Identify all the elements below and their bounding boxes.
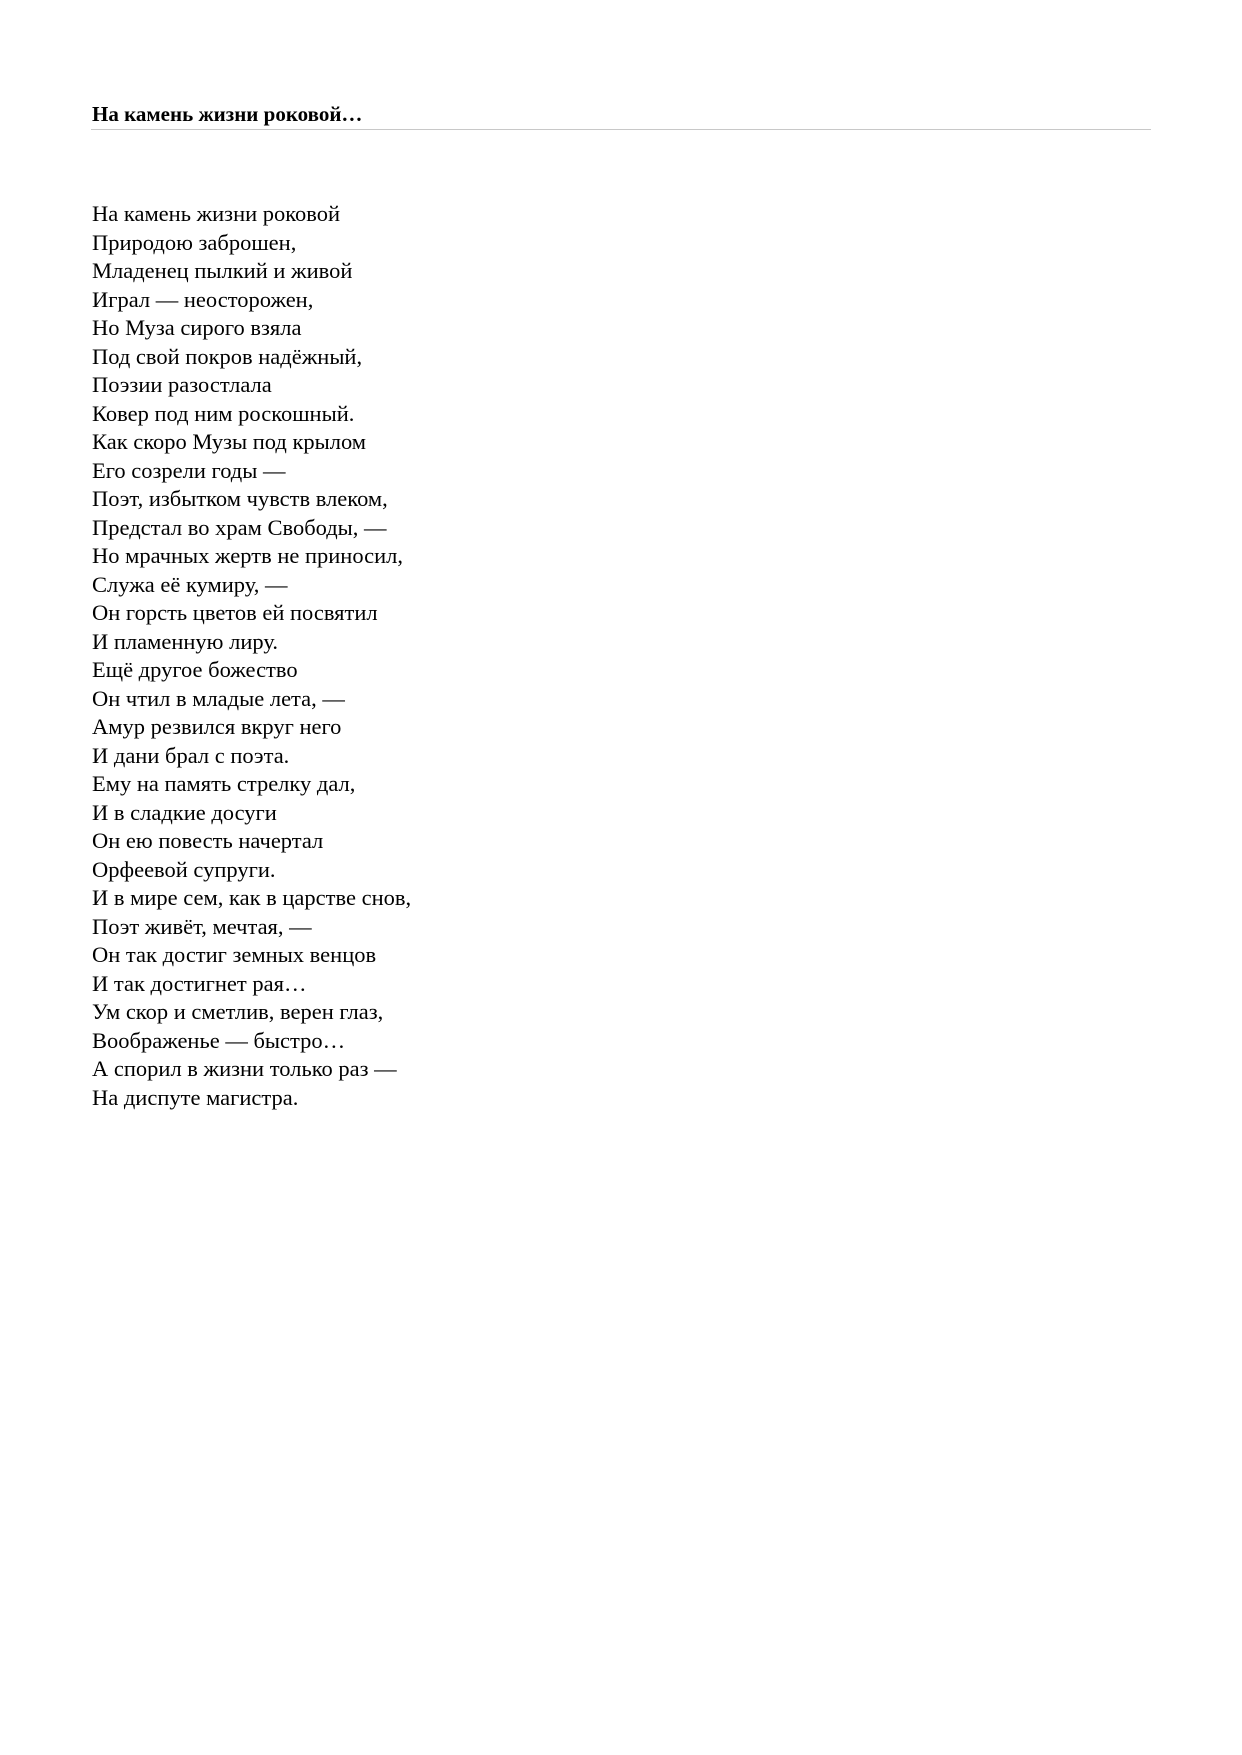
- poem-line: Но Муза сирого взяла: [92, 315, 302, 340]
- poem-line: Ковер под ним роскошный.: [92, 400, 355, 426]
- poem-line: Ум скор и сметлив, верен глаз,: [92, 999, 384, 1024]
- page-title: На камень жизни роковой…: [92, 102, 363, 126]
- poem-line: Поэт живёт, мечтая, —: [92, 913, 312, 939]
- poem-line: Поэзии разостлала: [92, 372, 272, 397]
- poem-line: Он чтил в младые лета, —: [92, 685, 345, 711]
- poem-line: Служа её кумиру, —: [92, 571, 288, 597]
- poem-line: Он горсть цветов ей посвятил: [92, 600, 378, 625]
- poem-line: Природою заброшен,: [92, 229, 297, 255]
- poem-line: Но мрачных жертв не приносил,: [92, 543, 404, 568]
- title-divider: [91, 129, 1151, 130]
- poem-line: Играл — неосторожен,: [92, 286, 314, 312]
- poem-line: Младенец пылкий и живой: [92, 258, 353, 283]
- poem-line: На диспуте магистра.: [92, 1084, 299, 1110]
- poem-line: А спорил в жизни только раз —: [92, 1056, 397, 1081]
- poem-line: И пламенную лиру.: [92, 628, 278, 654]
- poem-line: Под свой покров надёжный,: [92, 343, 363, 369]
- poem-line: Орфеевой супруги.: [92, 856, 276, 882]
- poem-line: Как скоро Музы под крылом: [92, 429, 367, 454]
- poem-line: И в сладкие досуги: [92, 799, 277, 825]
- poem-line: На камень жизни роковой: [92, 201, 341, 226]
- poem-line: Амур резвился вкруг него: [92, 714, 342, 739]
- poem-line: Поэт, избытком чувств влеком,: [92, 486, 388, 511]
- poem-line: Предстал во храм Свободы, —: [92, 514, 387, 540]
- poem-line: Его созрели годы —: [92, 457, 286, 483]
- poem-line: Ещё другое божество: [92, 657, 298, 682]
- poem-line: Он так достиг земных венцов: [92, 942, 377, 967]
- poem-line: Воображенье — быстро…: [92, 1027, 346, 1053]
- poem-text: [92, 200, 411, 1112]
- poem-line: И дани брал с поэта.: [92, 742, 290, 768]
- poem-line: И в мире сем, как в царстве снов,: [92, 885, 412, 910]
- poem-line: Он ею повесть начертал: [92, 828, 324, 853]
- poem-line: Ему на память стрелку дал,: [92, 771, 356, 796]
- poem-line: И так достигнет рая…: [92, 970, 307, 996]
